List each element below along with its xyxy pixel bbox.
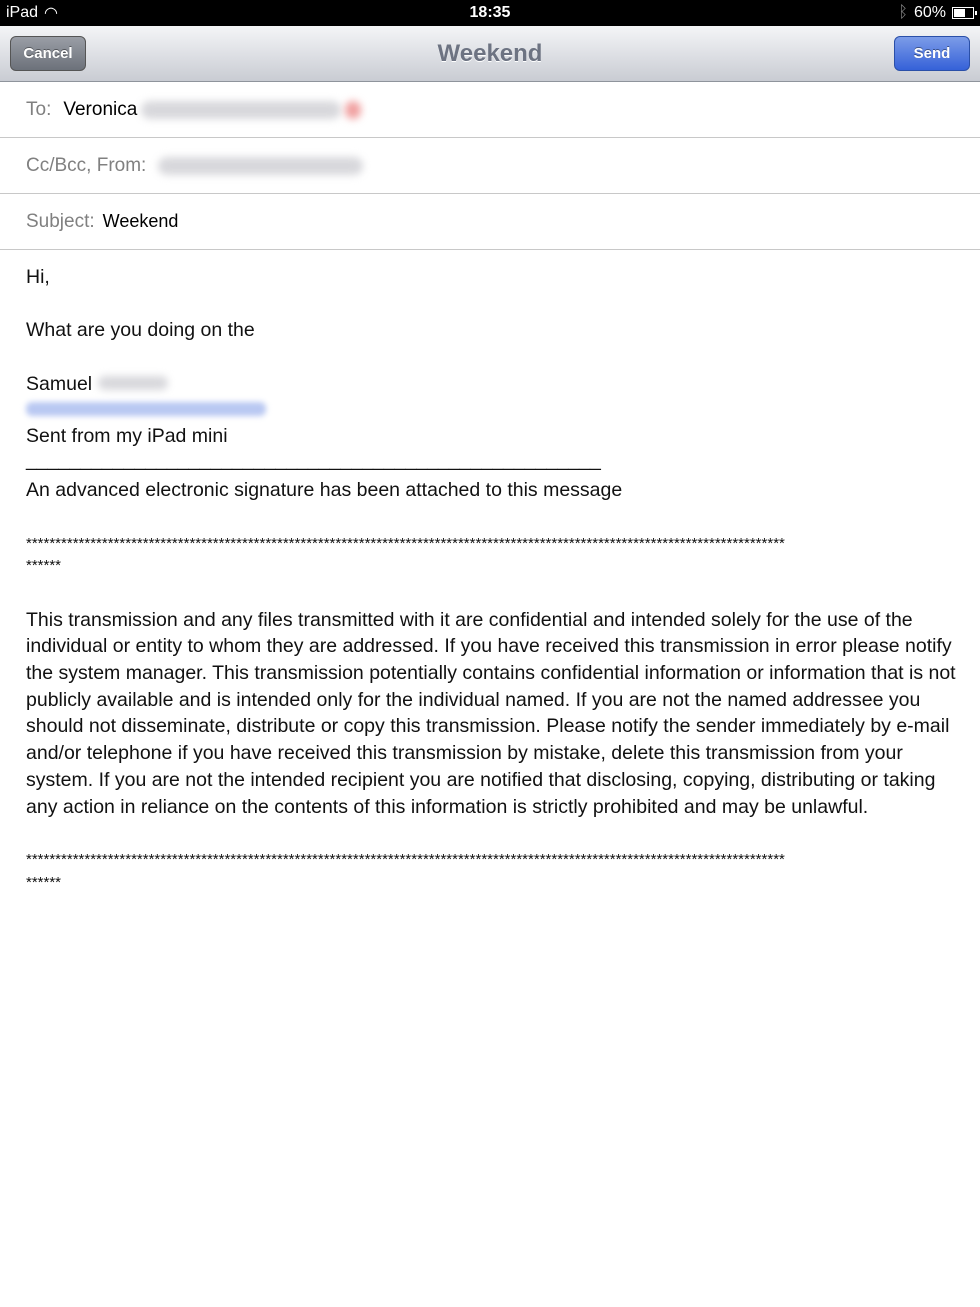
subject-label: Subject: <box>26 210 95 232</box>
separator-stars-end: ****** <box>26 557 62 575</box>
cc-bcc-from-field[interactable] <box>0 138 980 194</box>
status-bar <box>0 0 980 26</box>
separator-stars-bottom: ********************************************************************************************************************************** <box>26 850 785 868</box>
question: What are you doing on the <box>26 319 255 342</box>
compose-nav-bar <box>0 26 980 82</box>
separator-stars-bottom-end: ****** <box>26 873 62 891</box>
subject-field[interactable] <box>0 194 980 250</box>
redacted-recipient <box>141 101 341 119</box>
message-body[interactable] <box>0 250 980 910</box>
page-title: Weekend <box>437 39 543 67</box>
signature-divider: _____________________________________________________ <box>26 449 601 472</box>
greeting: Hi, <box>26 266 50 288</box>
to-recipient[interactable]: Veronica <box>63 98 138 120</box>
bluetooth-icon: ᛒ <box>898 4 908 21</box>
device-name: iPad <box>6 4 39 21</box>
wifi-icon: ◠ <box>44 5 58 22</box>
send-button[interactable]: Send <box>894 36 970 71</box>
separator-stars: ********************************************************************************************************************************** <box>26 534 785 552</box>
recipient-remove-icon[interactable] <box>345 101 361 119</box>
battery-icon <box>952 7 974 19</box>
redacted-email-link[interactable] <box>26 402 266 416</box>
cancel-button[interactable]: Cancel <box>10 36 86 71</box>
clock: 18:35 <box>469 4 511 21</box>
to-label: To: <box>26 98 52 120</box>
battery-percent: 60% <box>913 4 946 21</box>
to-field[interactable] <box>0 82 980 138</box>
redacted-surname <box>98 376 168 390</box>
sender-name: Samuel <box>26 372 93 395</box>
cc-bcc-from-label: Cc/Bcc, From: <box>26 154 147 176</box>
redacted-from <box>158 157 363 175</box>
subject-input[interactable]: Weekend <box>102 211 179 231</box>
sent-from: Sent from my iPad mini <box>26 425 228 448</box>
signature-note: An advanced electronic signature has been attached to this message <box>26 479 623 502</box>
disclaimer: This transmission and any files transmitted with it are confidential and intended solely for the use of the individual or entity to whom they are addressed. If you have received this transmission in error please notify the system manager. This transmission potentially contains confidential information or information that is not publicly available and is intended only for the individual named. If you are not the named addressee you should not disseminate, distribute or copy this transmission. Please notify the sender immediately by e-mail and/or telephone if you have received this transmission by mistake, delete this transmission from your system. If you are not the intended recipient you are notified that disclosing, copying, distributing or taking any action in reliance on the contents of this information is strictly prohibited and may be unlawful. <box>26 608 956 818</box>
